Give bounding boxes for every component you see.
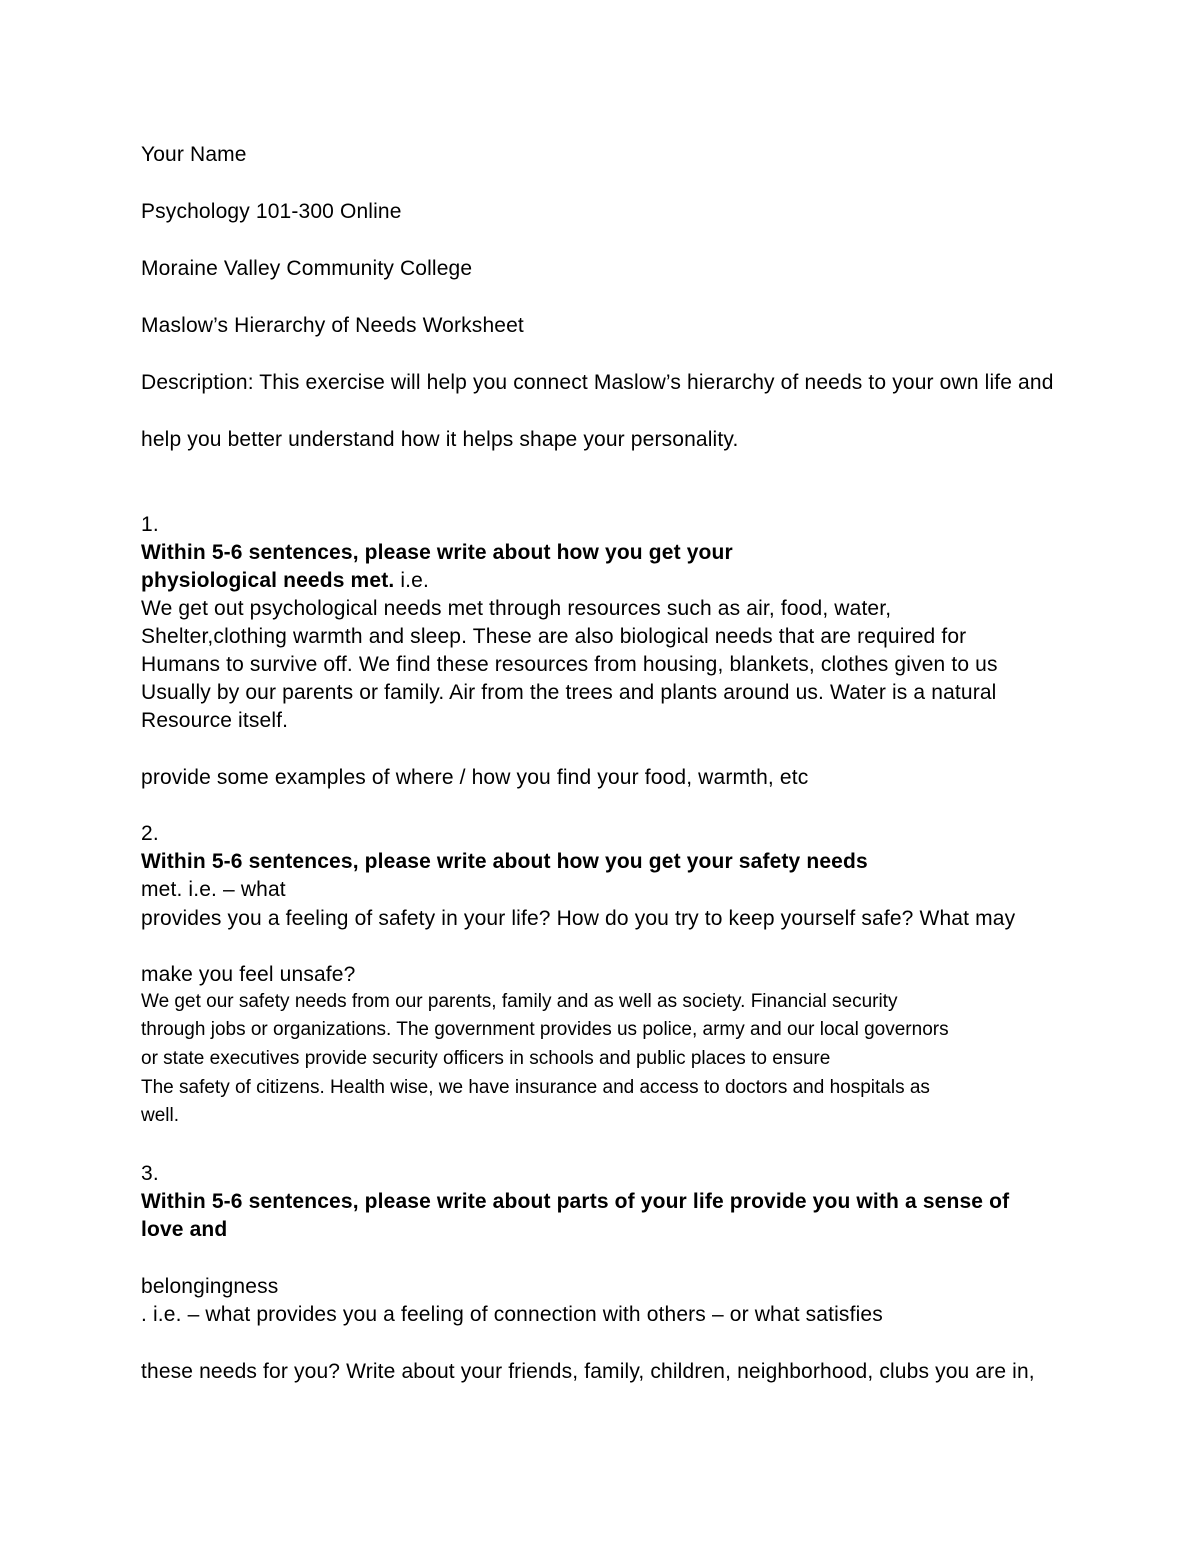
course-name: Psychology 101-300 Online (141, 200, 402, 223)
question-1-answer-line: We get out psychological needs met through resources such as air, food, water, (141, 597, 892, 620)
worksheet-title: Maslow’s Hierarchy of Needs Worksheet (141, 314, 524, 337)
question-2-provides-line: provides you a feeling of safety in your life? How do you try to keep yourself safe? What may (141, 907, 1016, 930)
question-1-prompt-line-1: Within 5-6 sentences, please write about how you get your (141, 541, 733, 564)
question-3-prompt-line-2: love and (141, 1218, 228, 1241)
question-1-answer-line: Shelter,clothing warmth and sleep. These are also biological needs that are required for (141, 625, 967, 648)
question-2-met-line: met. i.e. – what (141, 878, 286, 901)
question-1-answer-line: Resource itself. (141, 709, 289, 732)
question-2-number: 2. (141, 822, 159, 845)
question-1-followup: provide some examples of where / how you find your food, warmth, etc (141, 766, 809, 789)
question-1-number: 1. (141, 513, 159, 536)
description-line-2: help you better understand how it helps shape your personality. (141, 428, 739, 451)
question-1-prompt-line-2 (141, 567, 429, 595)
college-name: Moraine Valley Community College (141, 257, 473, 280)
question-1-prompt-bold: physiological needs met. (141, 569, 395, 592)
question-2-unsafe-line: make you feel unsafe? (141, 963, 356, 986)
question-2-answer-line: or state executives provide security officers in schools and public places to ensure (141, 1048, 831, 1069)
question-3-ie-line: . i.e. – what provides you a feeling of connection with others – or what satisfies (141, 1303, 883, 1326)
question-2-answer-line: through jobs or organizations. The government provides us police, army and our local governors (141, 1019, 949, 1040)
question-2-answer-line: The safety of citizens. Health wise, we have insurance and access to doctors and hospitals as (141, 1077, 930, 1098)
question-2-answer-line: well. (141, 1105, 180, 1126)
description-line-1: Description: This exercise will help you connect Maslow’s hierarchy of needs to your own life and (141, 371, 1054, 394)
question-3-prompt-line-1: Within 5-6 sentences, please write about parts of your life provide you with a sense of (141, 1190, 1010, 1213)
question-1-prompt-ie: i.e. (394, 569, 429, 592)
question-3-belongingness: belongingness (141, 1275, 279, 1298)
question-1-answer-line: Usually by our parents or family. Air from the trees and plants around us. Water is a natural (141, 681, 997, 704)
student-name: Your Name (141, 143, 247, 166)
question-2-prompt: Within 5-6 sentences, please write about how you get your safety needs (141, 850, 868, 873)
question-2-answer-line: We get our safety needs from our parents, family and as well as society. Financial security (141, 991, 898, 1012)
question-3-number: 3. (141, 1162, 159, 1185)
question-3-needs-line: these needs for you? Write about your friends, family, children, neighborhood, clubs you are in, (141, 1360, 1035, 1383)
question-1-answer-line: Humans to survive off. We find these resources from housing, blankets, clothes given to us (141, 653, 998, 676)
